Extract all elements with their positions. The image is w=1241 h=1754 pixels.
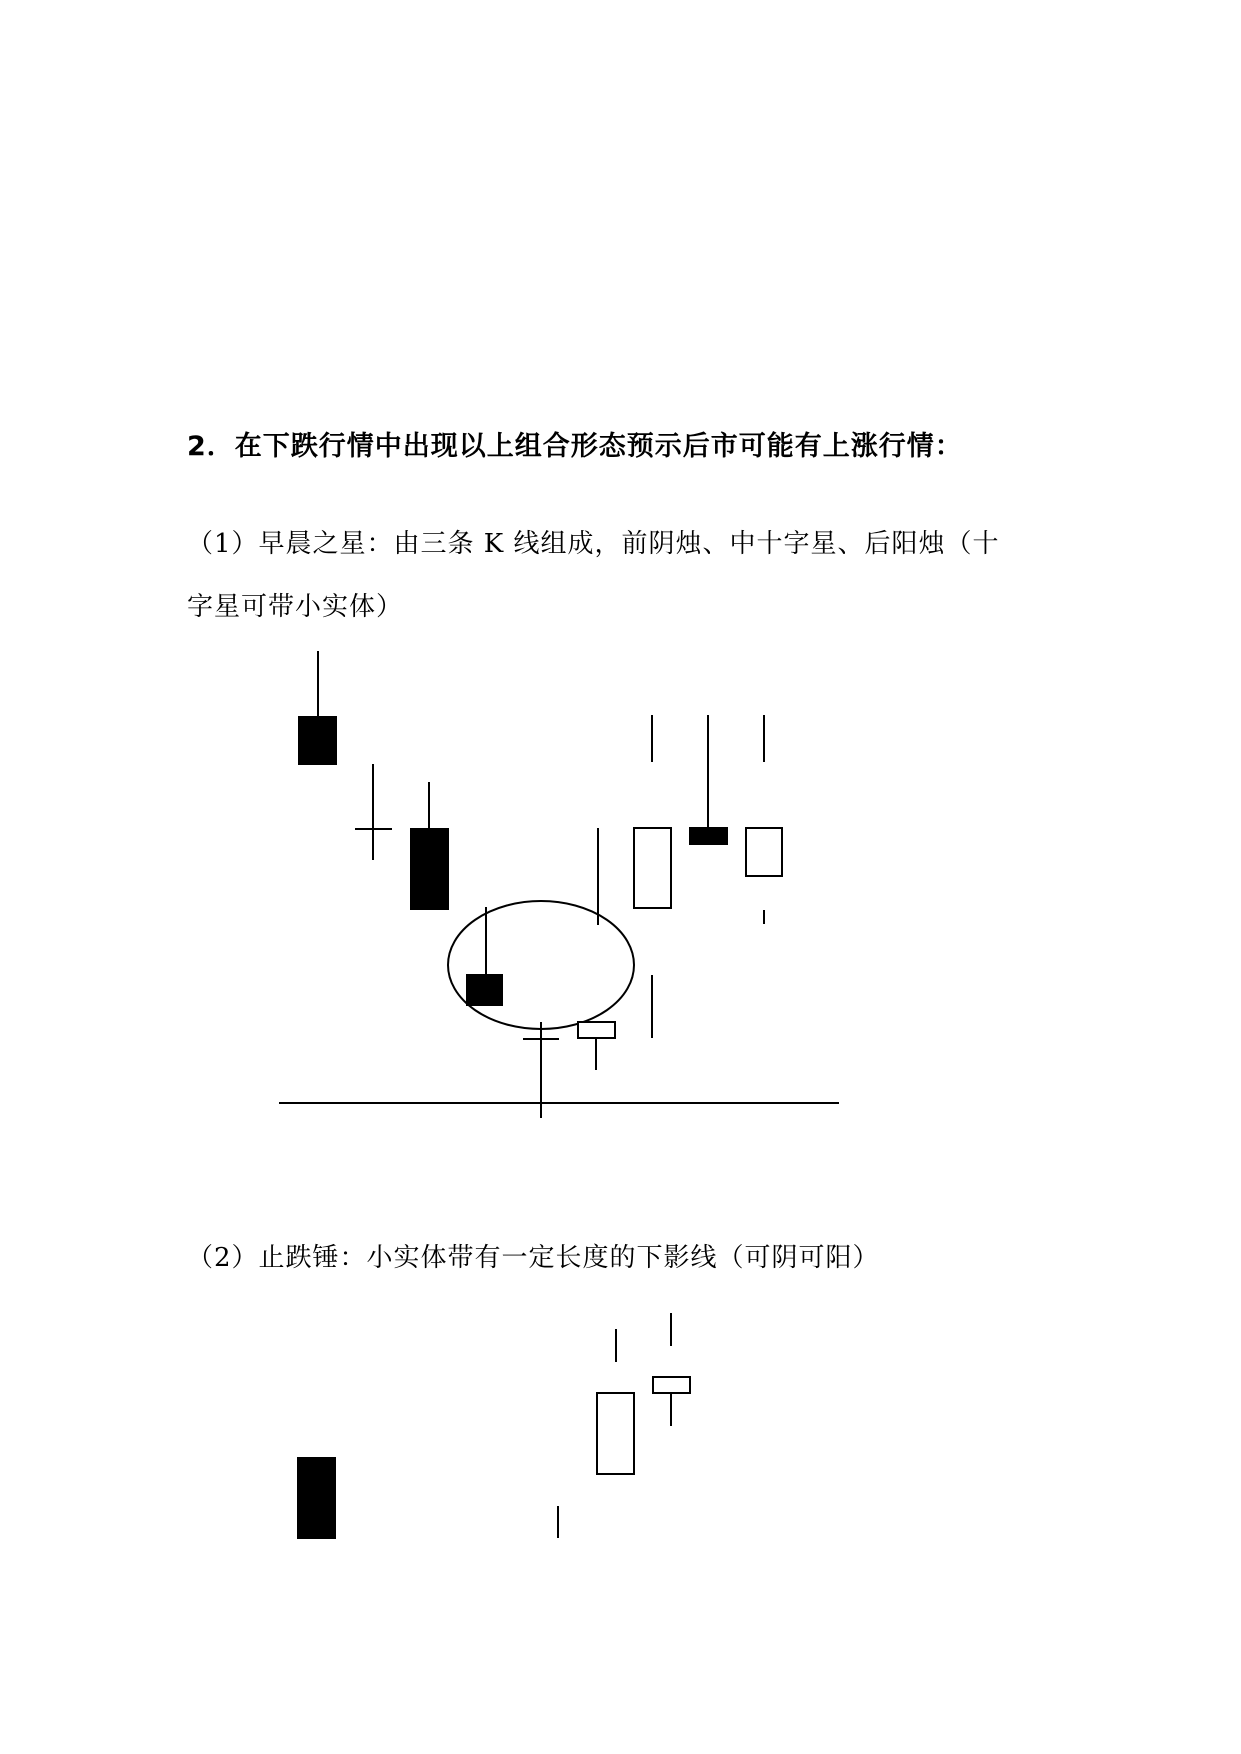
- candle-1-body: [299, 717, 336, 764]
- hammer-description: （2）止跌锤：小实体带有一定长度的下影线（可阴可阳）: [187, 1243, 880, 1273]
- hammer-black-body: [298, 1458, 335, 1538]
- black-small-body: [690, 828, 727, 844]
- hammer-white-body: [597, 1393, 634, 1474]
- morning-star-description-line1: （1）早晨之星：由三条 K 线组成，前阴烛、中十字星、后阳烛（十: [187, 529, 1000, 559]
- section-heading: 2．在下跌行情中出现以上组合形态预示后市可能有上涨行情：: [187, 431, 963, 462]
- morning-star-description-line2: 字星可带小实体）: [187, 592, 404, 622]
- candle-3-body: [467, 975, 502, 1005]
- hammer-small-body: [653, 1377, 690, 1393]
- white-right-body: [746, 828, 782, 876]
- highlight-ellipse: [448, 901, 634, 1029]
- white-candle-body: [634, 828, 671, 908]
- candle-2-body: [411, 829, 448, 909]
- small-white-body: [578, 1022, 615, 1038]
